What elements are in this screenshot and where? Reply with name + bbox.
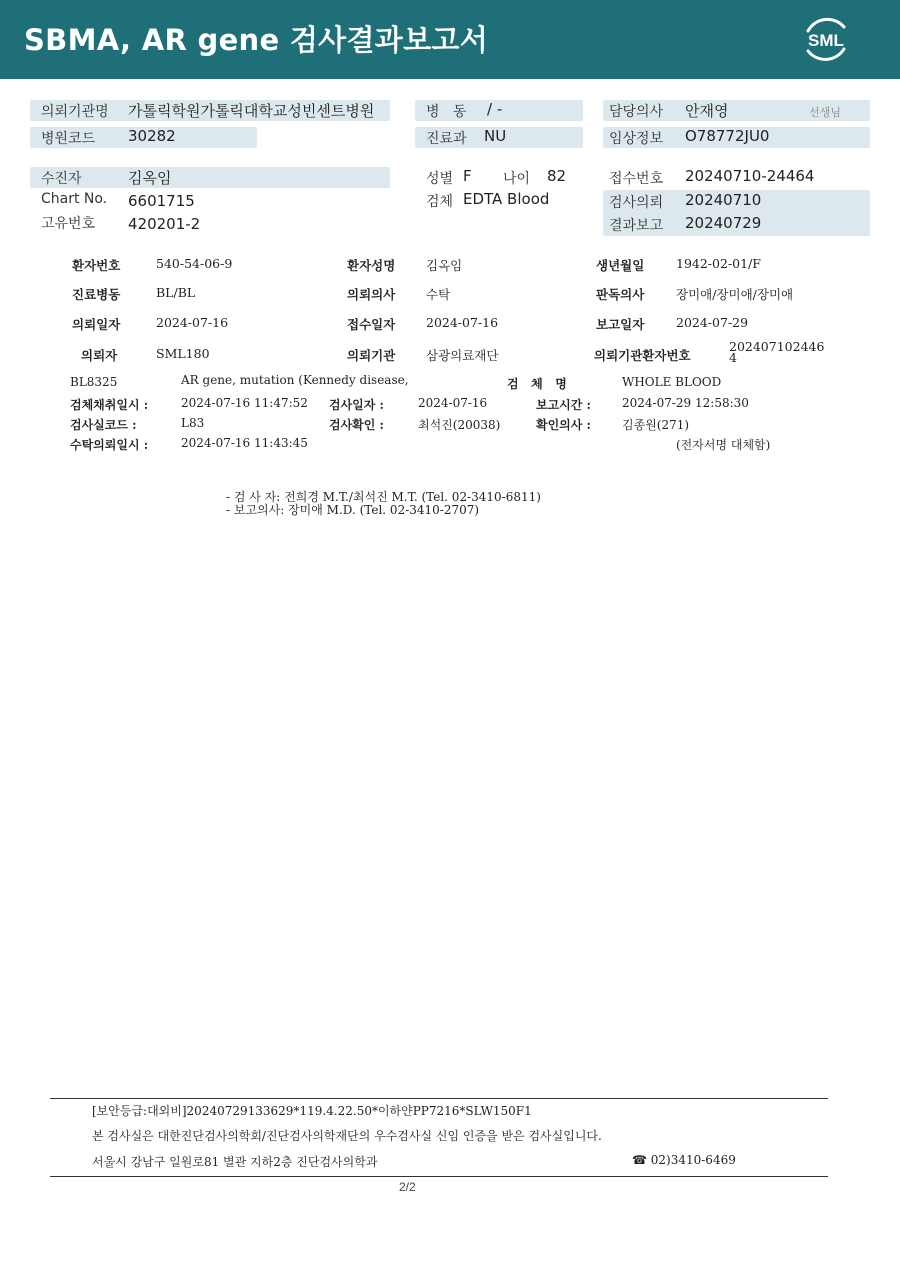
- test-specimen-value: WHOLE BLOOD: [622, 375, 722, 389]
- patient-no-value: 540-54-06-9: [156, 256, 233, 271]
- patient-name-value: 김옥임: [426, 258, 463, 273]
- institution-value: 가톨릭학원가톨릭대학교성빈센트병원: [128, 102, 375, 120]
- institution-patient-no-value-2: 4: [729, 350, 737, 365]
- requester-value: SML180: [156, 346, 210, 361]
- sml-logo-icon: [800, 13, 852, 65]
- chart-label: Chart No.: [41, 191, 108, 207]
- certification-line: 본 검사실은 대한진단검사의학회/진단검사의학재단의 우수검사실 신임 인증을 받은 검사실입니다.: [92, 1129, 602, 1143]
- requesting-doctor-label: 의뢰의사: [347, 287, 396, 302]
- requesting-doctor-value: 수탁: [426, 287, 451, 302]
- clinical-value: O78772JU0: [685, 127, 770, 145]
- test-specimen-label: 검 체 명: [507, 377, 567, 391]
- reporttime-value: 2024-07-29 12:58:30: [622, 396, 749, 410]
- ward-detail-label: 진료병동: [72, 287, 121, 302]
- institution-patient-no-label: 의뢰기관환자번호: [594, 348, 691, 363]
- confirm-label: 검사확인 :: [329, 418, 384, 432]
- logo-text: SML: [808, 31, 844, 50]
- age-label: 나이: [503, 171, 531, 187]
- clinical-label: 임상정보: [609, 131, 664, 147]
- consign-value: 2024-07-16 11:43:45: [181, 436, 308, 450]
- ward-detail-value: BL/BL: [156, 285, 196, 300]
- footer-divider-top: [50, 1098, 828, 1099]
- dept-label: 진료과: [426, 131, 467, 147]
- patient-name-label: 환자성명: [347, 258, 396, 273]
- collect-value: 2024-07-16 11:47:52: [181, 396, 308, 410]
- unique-value: 420201-2: [128, 215, 201, 233]
- sex-label: 성별: [426, 171, 454, 187]
- birth-value: 1942-02-01/F: [676, 256, 761, 271]
- reporting-doctor-line: - 보고의사: 장미애 M.D. (Tel. 02-3410-2707): [226, 503, 480, 517]
- esign-note: (전자서명 대체함): [676, 438, 771, 452]
- specimen-value: EDTA Blood: [463, 190, 550, 208]
- doctor-value: 안재영: [685, 102, 729, 120]
- requesting-institution-label: 의뢰기관: [347, 348, 396, 363]
- confirm-doctor-value: 김종원(271): [622, 418, 690, 432]
- security-line: [보안등급:대외비]20240729133629*119.4.22.50*이하얀PP7216*SLW150F1: [92, 1104, 532, 1118]
- labcode-value: L83: [181, 416, 205, 430]
- hospital-code-label: 병원코드: [41, 131, 96, 147]
- requesting-institution-value: 삼광의료재단: [426, 348, 499, 363]
- report-date-label: 보고일자: [596, 317, 645, 332]
- report-label: 결과보고: [609, 218, 664, 234]
- receipt-label: 접수번호: [609, 171, 664, 187]
- report-date-value: 2024-07-29: [676, 315, 749, 330]
- reporttime-label: 보고시간 :: [536, 398, 591, 412]
- request-date-label: 의뢰일자: [72, 317, 121, 332]
- sex-value: F: [463, 167, 472, 185]
- ward-value: / -: [487, 100, 503, 118]
- report-header: [0, 0, 900, 79]
- footer-divider-bottom: [50, 1176, 828, 1177]
- receipt-date-value: 2024-07-16: [426, 315, 499, 330]
- phone-line: ☎ 02)3410-6469: [632, 1153, 736, 1167]
- test-code: BL8325: [70, 375, 118, 389]
- institution-patient-no-value-1: 202407102446: [729, 339, 825, 354]
- receipt-value: 20240710-24464: [685, 167, 815, 185]
- request-date-value: 2024-07-16: [156, 315, 229, 330]
- request-value: 20240710: [685, 191, 762, 209]
- tester-line: - 검 사 자: 전희경 M.T./최석진 M.T. (Tel. 02-3410-6811): [226, 490, 541, 504]
- report-title: SBMA, AR gene 검사결과보고서: [24, 23, 489, 57]
- patient-no-label: 환자번호: [72, 258, 121, 273]
- address-line: 서울시 강남구 일원로81 별관 지하2층 진단검사의학과: [92, 1155, 378, 1169]
- confirm-doctor-label: 확인의사 :: [536, 418, 591, 432]
- specimen-label: 검체: [426, 194, 454, 210]
- birth-label: 생년월일: [596, 258, 645, 273]
- reading-doctor-value: 장미애/장미애/장미애: [676, 287, 794, 302]
- labcode-label: 검사실코드 :: [70, 418, 137, 432]
- receipt-date-label: 접수일자: [347, 317, 396, 332]
- dept-value: NU: [484, 127, 507, 145]
- request-label: 검사의뢰: [609, 195, 664, 211]
- testdate-label: 검사일자 :: [329, 398, 384, 412]
- reading-doctor-label: 판독의사: [596, 287, 645, 302]
- patient-value: 김옥임: [128, 169, 172, 187]
- patient-bar: [30, 167, 390, 188]
- age-value: 82: [547, 167, 567, 185]
- report-value: 20240729: [685, 214, 762, 232]
- consign-label: 수탁의뢰일시 :: [70, 438, 149, 452]
- unique-label: 고유번호: [41, 216, 96, 232]
- test-name: AR gene, mutation (Kennedy disease,: [181, 373, 409, 387]
- confirm-value: 최석진(20038): [418, 418, 501, 432]
- doctor-label: 담당의사: [609, 104, 664, 120]
- institution-label: 의뢰기관명: [41, 104, 109, 120]
- chart-value: 6601715: [128, 192, 195, 210]
- testdate-value: 2024-07-16: [418, 396, 488, 410]
- hospital-code-value: 30282: [128, 127, 176, 145]
- page-number: 2/2: [399, 1180, 416, 1194]
- collect-label: 검체채취일시 :: [70, 398, 149, 412]
- doctor-suffix: 선생님: [809, 106, 841, 119]
- ward-label: 병 동: [426, 104, 467, 120]
- patient-label: 수진자: [41, 171, 82, 187]
- requester-label: 의뢰자: [81, 348, 118, 363]
